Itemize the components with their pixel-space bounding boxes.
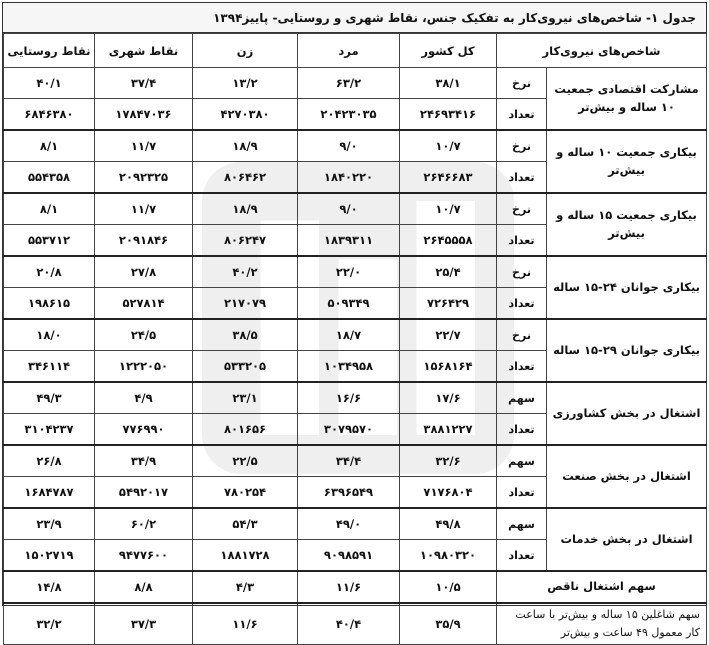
table-row bbox=[4, 319, 707, 351]
urban-cell: ۱۱/۷ bbox=[95, 193, 193, 225]
header-male: مرد bbox=[298, 34, 400, 68]
urban-cell: ۲۰۹۲۳۲۵ bbox=[95, 162, 193, 194]
total-cell: ۲۲/۷ bbox=[400, 319, 497, 351]
male-cell: ۹/۰ bbox=[298, 193, 400, 225]
total-cell: ۱۰۹۸۰۳۲۰ bbox=[400, 540, 497, 572]
table-row bbox=[4, 382, 707, 414]
rural-cell: ۳۲/۲ bbox=[4, 603, 95, 645]
header-row bbox=[4, 34, 707, 68]
female-cell: ۲۳/۱ bbox=[193, 382, 298, 414]
male-cell: ۴۹/۰ bbox=[298, 508, 400, 540]
rural-cell: ۱۴/۸ bbox=[4, 571, 95, 603]
female-cell: ۸۰۱۶۵۶ bbox=[193, 414, 298, 446]
male-cell: ۱۱/۶ bbox=[298, 571, 400, 603]
female-cell: ۷۸۰۲۵۴ bbox=[193, 477, 298, 509]
rural-cell: ۴۹/۳ bbox=[4, 382, 95, 414]
total-cell: ۴۹/۸ bbox=[400, 508, 497, 540]
male-cell: ۱۸۴۰۲۲۰ bbox=[298, 162, 400, 194]
unit-cell: تعداد bbox=[497, 99, 547, 131]
indicator-cell: بیکاری جوانان ۲۹-۱۵ ساله bbox=[547, 319, 707, 382]
male-cell: ۹/۰ bbox=[298, 130, 400, 162]
labor-indicators-table bbox=[3, 33, 707, 645]
urban-cell: ۵۴۹۲۰۱۷ bbox=[95, 477, 193, 509]
unit-cell: تعداد bbox=[497, 351, 547, 383]
female-cell: ۱۸/۹ bbox=[193, 130, 298, 162]
table-row bbox=[4, 193, 707, 225]
rural-cell: ۳۴۶۱۱۴ bbox=[4, 351, 95, 383]
male-cell: ۲۲/۰ bbox=[298, 256, 400, 288]
unit-cell: سهم bbox=[497, 382, 547, 414]
header-indicator: شاخص‌های نیروی‌کار bbox=[497, 34, 707, 68]
total-cell: ۱۰/۷ bbox=[400, 130, 497, 162]
header-female: زن bbox=[193, 34, 298, 68]
total-cell: ۱۵۶۸۱۶۴ bbox=[400, 351, 497, 383]
table-row bbox=[4, 130, 707, 162]
urban-cell: ۲۷/۸ bbox=[95, 256, 193, 288]
table-title: جدول ۱- شاخص‌های نیروی‌کار به تفکیک جنس، نقاط شهری و روستایی- پاییز۱۳۹۴ bbox=[3, 3, 706, 33]
male-cell: ۱۶/۶ bbox=[298, 382, 400, 414]
male-cell: ۶۳۹۶۵۴۹ bbox=[298, 477, 400, 509]
total-cell: ۲۶۴۶۶۸۳ bbox=[400, 162, 497, 194]
unit-cell: نرخ bbox=[497, 130, 547, 162]
female-cell: ۱۳/۲ bbox=[193, 68, 298, 99]
female-cell: ۴/۳ bbox=[193, 571, 298, 603]
table-row bbox=[4, 445, 707, 477]
female-cell: ۵۴/۳ bbox=[193, 508, 298, 540]
female-cell: ۴۰/۲ bbox=[193, 256, 298, 288]
male-cell: ۱۰۳۴۹۵۸ bbox=[298, 351, 400, 383]
female-cell: ۸۰۶۲۴۷ bbox=[193, 225, 298, 257]
indicator-cell: مشارکت اقتصادی جمعیت ۱۰ ساله و بیش‌تر bbox=[547, 68, 707, 131]
female-cell: ۲۱۷۰۷۹ bbox=[193, 288, 298, 320]
indicator-cell: سهم شاغلین ۱۵ ساله و بیش‌تر با ساعت کار معمول ۴۹ ساعت و بیش‌تر bbox=[497, 603, 707, 645]
urban-cell: ۱۲۲۲۰۵۰ bbox=[95, 351, 193, 383]
male-cell: ۳۰۷۹۵۷۰ bbox=[298, 414, 400, 446]
unit-cell: نرخ bbox=[497, 68, 547, 99]
total-cell: ۲۶۴۵۵۵۸ bbox=[400, 225, 497, 257]
rural-cell: ۶۸۴۶۳۸۰ bbox=[4, 99, 95, 131]
urban-cell: ۵۲۷۸۱۴ bbox=[95, 288, 193, 320]
total-cell: ۱۷/۶ bbox=[400, 382, 497, 414]
urban-cell: ۳۷/۳ bbox=[95, 603, 193, 645]
unit-cell: نرخ bbox=[497, 319, 547, 351]
unit-cell: تعداد bbox=[497, 540, 547, 572]
total-cell: ۱۰/۷ bbox=[400, 193, 497, 225]
female-cell: ۳۸/۵ bbox=[193, 319, 298, 351]
unit-cell: نرخ bbox=[497, 193, 547, 225]
female-cell: ۱۸۸۱۷۲۸ bbox=[193, 540, 298, 572]
urban-cell: ۶۰/۲ bbox=[95, 508, 193, 540]
female-cell: ۲۲/۵ bbox=[193, 445, 298, 477]
total-cell: ۷۲۶۴۲۹ bbox=[400, 288, 497, 320]
table-row bbox=[4, 256, 707, 288]
female-cell: ۵۳۳۲۰۵ bbox=[193, 351, 298, 383]
indicator-cell: اشتغال در بخش کشاورزی bbox=[547, 382, 707, 445]
female-cell: ۸۰۶۴۶۲ bbox=[193, 162, 298, 194]
table-row bbox=[4, 508, 707, 540]
rural-cell: ۱۵۰۲۷۱۹ bbox=[4, 540, 95, 572]
male-cell: ۳۴/۴ bbox=[298, 445, 400, 477]
rural-cell: ۵۵۴۳۵۸ bbox=[4, 162, 95, 194]
total-cell: ۳۸/۱ bbox=[400, 68, 497, 99]
rural-cell: ۱۹۸۶۱۵ bbox=[4, 288, 95, 320]
urban-cell: ۹۴۷۷۶۰۰ bbox=[95, 540, 193, 572]
indicator-cell: بیکاری جمعیت ۱۵ ساله و بیش‌تر bbox=[547, 193, 707, 256]
urban-cell: ۱۷۸۴۷۰۳۶ bbox=[95, 99, 193, 131]
header-urban: نقاط شهری bbox=[95, 34, 193, 68]
total-cell: ۲۵/۴ bbox=[400, 256, 497, 288]
total-cell: ۳۸۸۱۲۲۷ bbox=[400, 414, 497, 446]
indicator-cell: بیکاری جمعیت ۱۰ ساله و بیش‌تر bbox=[547, 130, 707, 193]
unit-cell: نرخ bbox=[497, 256, 547, 288]
header-total: کل کشور bbox=[400, 34, 497, 68]
urban-cell: ۳۷/۴ bbox=[95, 68, 193, 99]
male-cell: ۹۰۹۸۵۹۱ bbox=[298, 540, 400, 572]
unit-cell: سهم bbox=[497, 508, 547, 540]
male-cell: ۶۳/۲ bbox=[298, 68, 400, 99]
rural-cell: ۵۵۳۷۱۲ bbox=[4, 225, 95, 257]
rural-cell: ۱۸/۰ bbox=[4, 319, 95, 351]
female-cell: ۱۸/۹ bbox=[193, 193, 298, 225]
unit-cell: سهم bbox=[497, 445, 547, 477]
rural-cell: ۸/۱ bbox=[4, 130, 95, 162]
rural-cell: ۲۳/۹ bbox=[4, 508, 95, 540]
female-cell: ۱۱/۶ bbox=[193, 603, 298, 645]
total-cell: ۲۴۶۹۳۴۱۶ bbox=[400, 99, 497, 131]
table-row bbox=[4, 68, 707, 99]
total-cell: ۳۵/۹ bbox=[400, 603, 497, 645]
unit-cell: تعداد bbox=[497, 225, 547, 257]
indicator-cell: سهم اشتغال ناقص bbox=[497, 571, 707, 603]
unit-cell: تعداد bbox=[497, 414, 547, 446]
urban-cell: ۱۱/۷ bbox=[95, 130, 193, 162]
urban-cell: ۷۷۶۹۹۰ bbox=[95, 414, 193, 446]
indicator-cell: اشتغال در بخش خدمات bbox=[547, 508, 707, 571]
urban-cell: ۲۴/۵ bbox=[95, 319, 193, 351]
total-cell: ۳۲/۶ bbox=[400, 445, 497, 477]
total-cell: ۱۰/۵ bbox=[400, 571, 497, 603]
unit-cell: تعداد bbox=[497, 162, 547, 194]
rural-cell: ۲۰/۸ bbox=[4, 256, 95, 288]
urban-cell: ۸/۸ bbox=[95, 571, 193, 603]
male-cell: ۱۸/۷ bbox=[298, 319, 400, 351]
rural-cell: ۸/۱ bbox=[4, 193, 95, 225]
indicator-cell: اشتغال در بخش صنعت bbox=[547, 445, 707, 508]
unit-cell: تعداد bbox=[497, 288, 547, 320]
indicator-cell: بیکاری جوانان ۲۴-۱۵ ساله bbox=[547, 256, 707, 319]
male-cell: ۴۰/۴ bbox=[298, 603, 400, 645]
header-rural: نقاط روستایی bbox=[4, 34, 95, 68]
rural-cell: ۴۰/۱ bbox=[4, 68, 95, 99]
table-row bbox=[4, 571, 707, 603]
table-row bbox=[4, 603, 707, 645]
male-cell: ۱۸۳۹۳۱۱ bbox=[298, 225, 400, 257]
urban-cell: ۴/۹ bbox=[95, 382, 193, 414]
urban-cell: ۳۴/۹ bbox=[95, 445, 193, 477]
total-cell: ۷۱۷۶۸۰۴ bbox=[400, 477, 497, 509]
urban-cell: ۲۰۹۱۸۴۶ bbox=[95, 225, 193, 257]
male-cell: ۵۰۹۳۴۹ bbox=[298, 288, 400, 320]
female-cell: ۴۲۷۰۳۸۰ bbox=[193, 99, 298, 131]
table-frame bbox=[2, 2, 707, 639]
unit-cell: تعداد bbox=[497, 477, 547, 509]
rural-cell: ۱۶۸۴۷۸۷ bbox=[4, 477, 95, 509]
rural-cell: ۲۶/۸ bbox=[4, 445, 95, 477]
rural-cell: ۳۱۰۴۲۳۷ bbox=[4, 414, 95, 446]
male-cell: ۲۰۴۲۳۰۳۵ bbox=[298, 99, 400, 131]
